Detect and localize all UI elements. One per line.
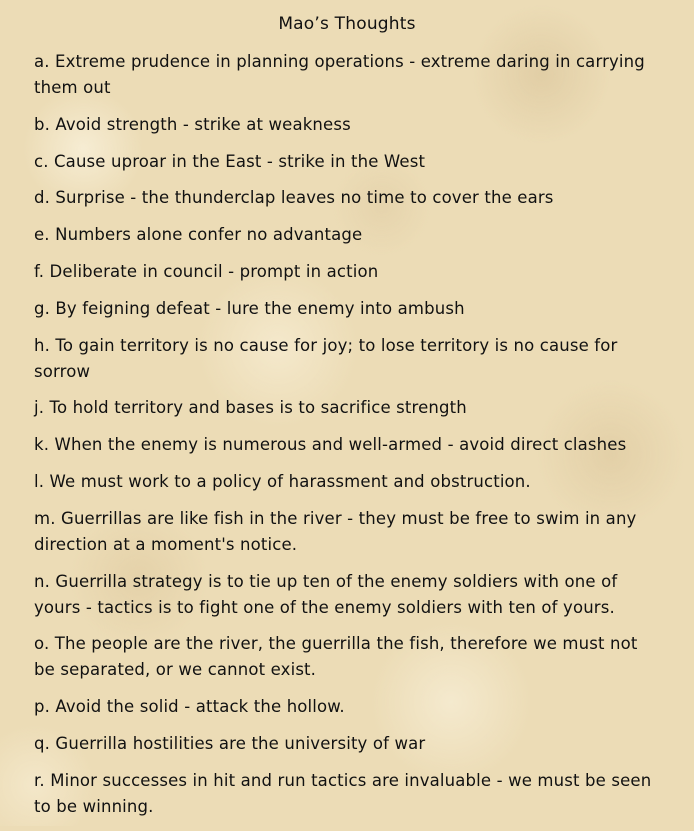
list-item: a. Extreme prudence in planning operations - extreme daring in carrying them out [34, 52, 645, 97]
list-item: e. Numbers alone confer no advantage [34, 225, 363, 245]
list-item: b. Avoid strength - strike at weakness [34, 114, 351, 134]
list-item: o. The people are the river, the guerrilla the fish, therefore we must not be separated, or we cannot exist. [34, 634, 638, 680]
page-title: Mao’s Thoughts [278, 14, 416, 34]
list-item: l. We must work to a policy of harassment and obstruction. [34, 471, 531, 491]
list-item: f. Deliberate in council - prompt in action [34, 261, 379, 281]
list-item: c. Cause uproar in the East - strike in the West [34, 151, 426, 171]
list-item: d. Surprise - the thunderclap leaves no time to cover the ears [34, 188, 554, 208]
list-item: r. Minor successes in hit and run tactics are invaluable - we must be seen to be winning. [34, 770, 652, 816]
list-item: k. When the enemy is numerous and well-armed - avoid direct clashes [34, 435, 627, 455]
list-item: g. By feigning defeat - lure the enemy into ambush [34, 298, 465, 318]
list-item: n. Guerrilla strategy is to tie up ten of the enemy soldiers with one of yours - tactics is to fight one of the enemy soldiers with ten of yours. [34, 571, 618, 617]
thoughts-list [34, 49, 662, 831]
list-item: j. To hold territory and bases is to sacrifice strength [34, 398, 467, 418]
list-item: p. Avoid the solid - attack the hollow. [34, 697, 345, 717]
list-item: q. Guerrilla hostilities are the university of war [34, 733, 426, 753]
list-item: h. To gain territory is no cause for joy; to lose territory is no cause for sorrow [34, 335, 618, 381]
list-item: m. Guerrillas are like fish in the river - they must be free to swim in any direction at a moment's notice. [34, 508, 637, 554]
